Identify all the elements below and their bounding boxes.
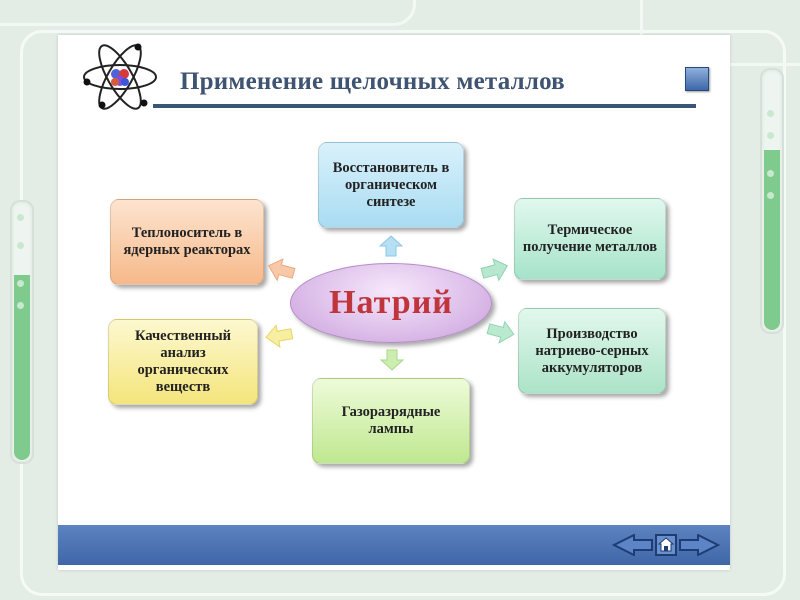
node-qualitative-analysis [108,319,258,405]
arrow-upper-left-icon [266,257,296,283]
arrow-right-icon[interactable] [678,534,720,556]
page-title: Применение щелочных металлов [180,68,565,95]
atom-icon [80,37,160,117]
node-reducing-agent [318,142,464,228]
arrow-left-icon[interactable] [612,534,654,556]
right-test-tube-icon [760,68,784,334]
background-frame-line [0,0,416,26]
node-coolant [110,199,264,285]
arrow-up-icon [379,235,403,257]
node-label: Восстановитель в органическом синтезе [332,159,450,210]
node-label: Качественный анализ органических веществ [135,328,231,395]
home-icon[interactable] [655,534,677,556]
node-discharge-lamps [312,378,470,464]
slide [58,35,730,570]
node-label: Газоразрядные лампы [341,404,441,437]
arrow-lower-right-icon [486,319,516,345]
node-label: Производство натриево-серных аккумуляторов [535,325,649,376]
center-node-sodium: Натрий [290,263,492,343]
node-battery-production [518,308,666,394]
node-label: Термическое получение металлов [522,222,658,255]
arrow-down-icon [380,349,404,371]
left-test-tube-icon [10,200,34,464]
title-underline [153,104,696,108]
node-label: Теплоноситель в ядерных реакторах [123,225,251,258]
arrow-upper-right-icon [480,257,510,283]
node-thermal-production [514,198,666,280]
arrow-lower-left-icon [264,323,294,349]
square-button-icon[interactable] [685,67,709,91]
